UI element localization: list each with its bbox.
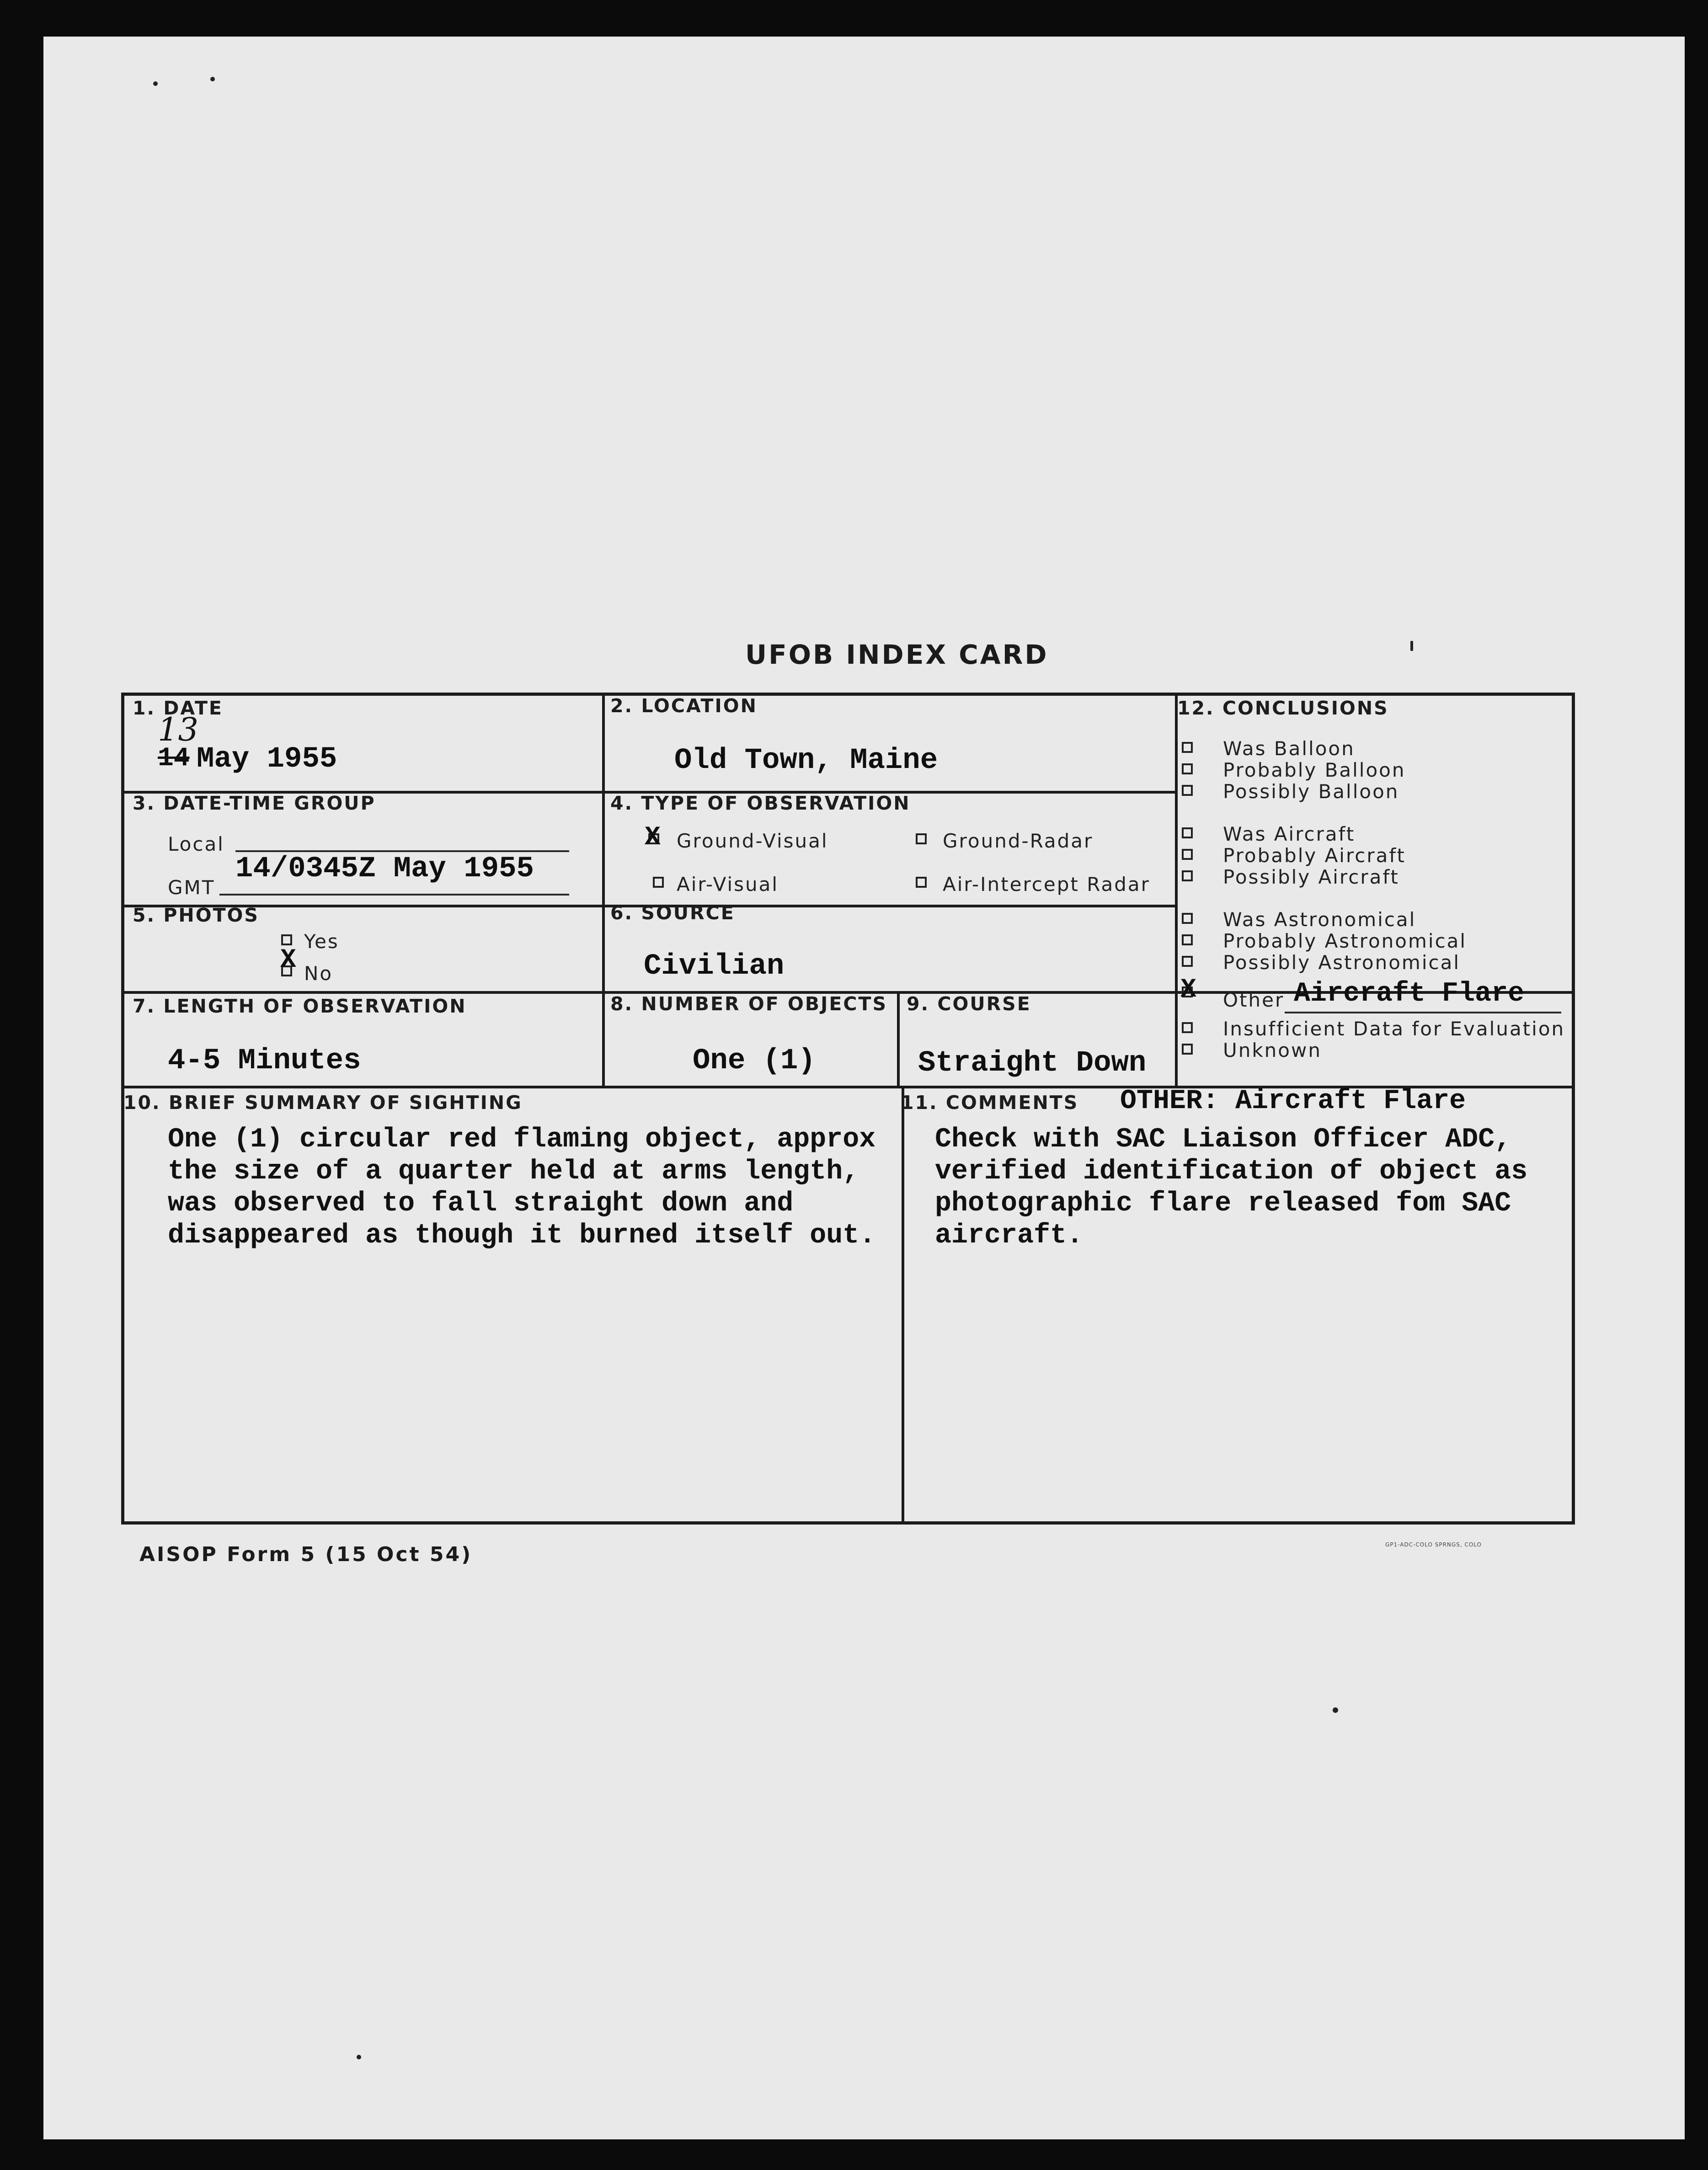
source-value: Civilian (644, 950, 785, 983)
summary-line: One (1) circular red flaming object, approx (168, 1124, 876, 1155)
comments-line: Check with SAC Liaison Officer ADC, (935, 1124, 1511, 1155)
conclusion-was-astronomical: Was Astronomical (1223, 908, 1416, 931)
length-of-observation-value: 4-5 Minutes (168, 1045, 361, 1077)
date-time-group-label: 3. DATE-TIME GROUP (133, 792, 376, 814)
scan-speck (357, 2055, 361, 2059)
grid-line (1175, 696, 1178, 1086)
checkbox-probably-astronomical[interactable] (1182, 934, 1193, 945)
gmt-value: 14/0345Z May 1955 (235, 853, 534, 885)
location-value: Old Town, Maine (674, 744, 938, 777)
scan-speck (210, 77, 215, 81)
comments-header-value: OTHER: Aircraft Flare (1120, 1086, 1466, 1117)
conclusion-was-aircraft: Was Aircraft (1223, 823, 1356, 845)
checkbox-probably-aircraft[interactable] (1182, 849, 1193, 860)
film-edge (0, 0, 1708, 18)
summary-line: the size of a quarter held at arms length, (168, 1156, 859, 1187)
photos-label: 5. PHOTOS (133, 904, 259, 926)
date-value: May 1955 (197, 743, 337, 776)
conclusion-possibly-aircraft: Possibly Aircraft (1223, 866, 1399, 888)
checkbox-air-intercept-radar[interactable] (916, 877, 927, 888)
checkbox-unknown[interactable] (1182, 1044, 1193, 1055)
conclusion-probably-balloon: Probably Balloon (1223, 759, 1406, 781)
number-of-objects-value: One (1) (693, 1045, 816, 1077)
checkbox-was-balloon[interactable] (1182, 742, 1193, 753)
length-of-observation-label: 7. LENGTH OF OBSERVATION (133, 995, 467, 1017)
type-of-observation-label: 4. TYPE OF OBSERVATION (610, 792, 911, 814)
conclusion-other-label: Other (1223, 989, 1285, 1011)
local-underline (235, 850, 569, 852)
comments-line: aircraft. (935, 1220, 1084, 1251)
conclusion-was-balloon: Was Balloon (1223, 737, 1355, 760)
summary-label: 10. BRIEF SUMMARY OF SIGHTING (123, 1092, 523, 1114)
conclusion-probably-astronomical: Probably Astronomical (1223, 930, 1467, 952)
scan-speck (153, 81, 158, 86)
conclusion-possibly-astronomical: Possibly Astronomical (1223, 951, 1461, 974)
checkbox-insufficient-data[interactable] (1182, 1022, 1193, 1033)
photos-yes-label: Yes (304, 930, 339, 953)
conclusion-probably-aircraft: Probably Aircraft (1223, 844, 1406, 867)
option-ground-radar: Ground-Radar (943, 830, 1094, 852)
date-label: 1. DATE (133, 697, 223, 719)
summary-text (168, 1124, 875, 1252)
source-label: 6. SOURCE (610, 902, 735, 924)
course-value: Straight Down (918, 1047, 1147, 1080)
checkbox-ground-radar[interactable] (916, 833, 927, 844)
grid-line (902, 1086, 904, 1522)
conclusion-other-value: Aircraft Flare (1294, 978, 1525, 1009)
checkbox-probably-balloon[interactable] (1182, 763, 1193, 774)
checkbox-was-astronomical[interactable] (1182, 913, 1193, 924)
card-title: UFOB INDEX CARD (745, 639, 1049, 670)
form-id: AISOP Form 5 (15 Oct 54) (139, 1543, 473, 1566)
checkbox-possibly-astronomical[interactable] (1182, 956, 1193, 967)
course-label: 9. COURSE (907, 993, 1031, 1015)
comments-text (935, 1124, 1527, 1252)
checkbox-possibly-aircraft[interactable] (1182, 870, 1193, 881)
summary-line: was observed to fall straight down and (168, 1188, 794, 1219)
scan-speck (1333, 1707, 1338, 1713)
option-air-intercept-radar: Air-Intercept Radar (943, 873, 1150, 896)
conclusion-possibly-balloon: Possibly Balloon (1223, 780, 1399, 803)
summary-line: disappeared as though it burned itself out. (168, 1220, 876, 1251)
local-label: Local (168, 833, 224, 855)
printer-mark: GP1-ADC-COLO SPRNGS, COLO (1385, 1541, 1482, 1548)
x-mark: X (1180, 975, 1196, 1005)
option-air-visual: Air-Visual (677, 873, 779, 896)
checkbox-air-visual[interactable] (653, 877, 664, 888)
conclusion-insufficient-data: Insufficient Data for Evaluation (1223, 1018, 1565, 1040)
checkbox-was-aircraft[interactable] (1182, 827, 1193, 838)
conclusion-unknown: Unknown (1223, 1039, 1322, 1061)
comments-label: 11. COMMENTS (901, 1092, 1079, 1114)
x-mark: X (645, 823, 661, 853)
location-label: 2. LOCATION (610, 695, 758, 717)
option-ground-visual: Ground-Visual (677, 830, 828, 852)
scan-speck (1410, 641, 1413, 651)
x-mark: X (280, 945, 296, 975)
conclusions-label: 12. CONCLUSIONS (1177, 697, 1389, 719)
grid-line (897, 991, 900, 1086)
checkbox-photos-yes[interactable] (281, 934, 292, 945)
gmt-label: GMT (168, 876, 215, 899)
photos-no-label: No (304, 962, 333, 985)
struck-day: 14 (158, 744, 190, 773)
grid-line (602, 696, 605, 1086)
gmt-underline (219, 894, 569, 896)
comments-line: photographic flare released fom SAC (935, 1188, 1511, 1219)
checkbox-possibly-balloon[interactable] (1182, 785, 1193, 796)
number-of-objects-label: 8. NUMBER OF OBJECTS (610, 993, 887, 1015)
handwritten-day: 13 (158, 711, 199, 748)
comments-line: verified identification of object as (935, 1156, 1528, 1187)
other-underline (1285, 1012, 1561, 1013)
